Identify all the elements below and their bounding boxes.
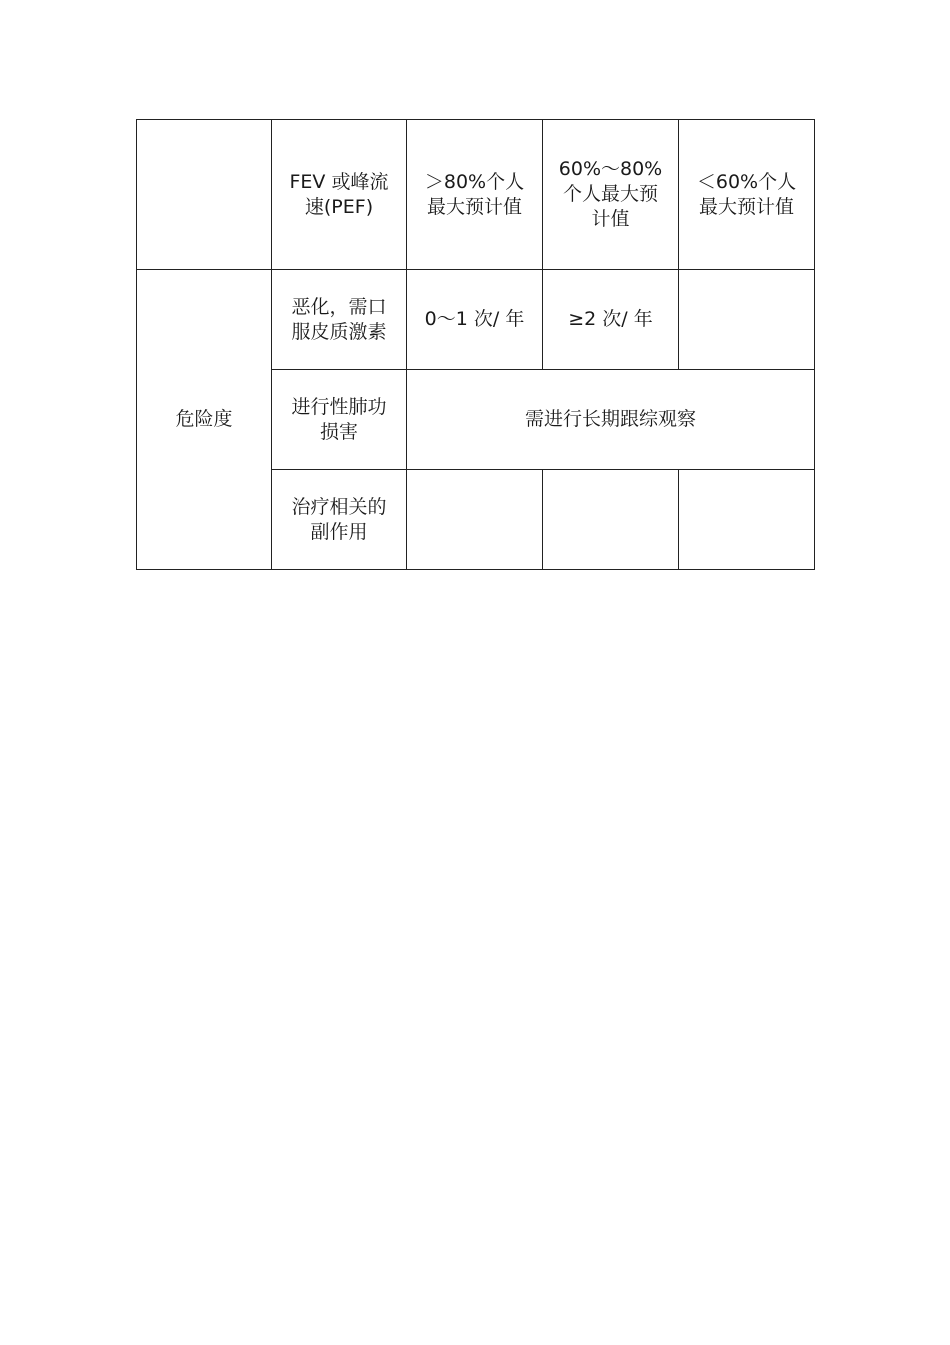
table-cell-exacerbation-low [407, 270, 543, 370]
fev-under-60: ＜60%个人最大预计值 [696, 170, 797, 218]
exacerbation-low: 0～1 次/ 年 [424, 308, 525, 330]
table-cell-lung-label [272, 370, 407, 470]
table-cell-fev-under-60 [679, 120, 815, 270]
exacerbation-high: ≥2 次/ 年 [568, 308, 653, 330]
side-effects-label: 治疗相关的副作用 [291, 495, 387, 543]
table-cell-fev-60-80 [543, 120, 679, 270]
exacerbation-label: 恶化，需口服皮质激素 [291, 295, 387, 343]
table-cell-risk-label [137, 270, 272, 570]
table-cell-side-effects-c3 [543, 470, 679, 570]
table-cell-exacerbation-empty [679, 270, 815, 370]
table-row-exacerbation [137, 270, 815, 370]
fev-label: FEV 或峰流速(PEF) [289, 170, 389, 218]
lung-function-label: 进行性肺功损害 [291, 395, 387, 443]
fev-60-80: 60%～80%个人最大预计值 [558, 158, 663, 230]
table-cell-side-effects-c4 [679, 470, 815, 570]
table-cell-fev-over-80 [407, 120, 543, 270]
table-row-fev [137, 120, 815, 270]
table-cell-exacerbation-high [543, 270, 679, 370]
table-cell-fev-label [272, 120, 407, 270]
table-cell-lung-merged [407, 370, 815, 470]
risk-label: 危险度 [175, 408, 233, 430]
table-cell-side-effects-c2 [407, 470, 543, 570]
table-cell-exacerbation-label [272, 270, 407, 370]
table-cell-empty [137, 120, 272, 270]
assessment-table [136, 119, 815, 570]
fev-over-80: ＞80%个人最大预计值 [424, 170, 525, 218]
table-cell-side-effects-label [272, 470, 407, 570]
long-term-observation: 需进行长期跟综观察 [524, 408, 696, 430]
